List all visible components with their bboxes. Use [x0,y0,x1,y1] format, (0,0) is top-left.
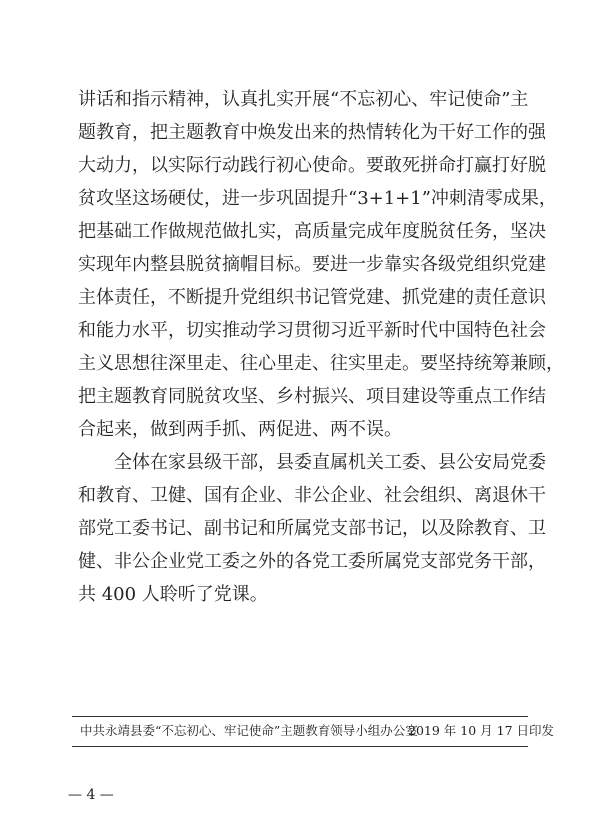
text-line: 题教育，把主题教育中焕发出来的热情转化为干好工作的强 [78,122,546,143]
text-line: 部党工委书记、副书记和所属党支部书记，以及除教育、卫 [78,518,546,539]
text-line: 讲话和指示精神，认真扎实开展“不忘初心、牢记使命”主 [78,89,529,110]
page-number: — 4 — [68,787,114,803]
text-line: 和能力水平，切实推动学习贯彻习近平新时代中国特色社会 [78,320,546,341]
text-line: 主义思想往深里走、往心里走、往实里走。要坚持统筹兼顾， [78,353,564,374]
text-line: 健、非公企业党工委之外的各党工委所属党支部党务干部， [78,551,546,572]
footer-date: 2019 年 10 月 17 日印发 [408,723,554,738]
text-line: 主体责任，不断提升党组织书记管党建、抓党建的责任意识 [78,287,546,308]
footer-issuer: 中共永靖县委“不忘初心、牢记使命”主题教育领导小组办公室 [80,723,418,738]
text-line: 把主题教育同脱贫攻坚、乡村振兴、项目建设等重点工作结 [78,386,546,407]
text-line: 和教育、卫健、国有企业、非公企业、社会组织、离退休干 [78,485,546,506]
paragraph-1 [78,83,564,446]
text-line: 共 400 人聆听了党课。 [78,584,268,605]
footer-top-rule [72,716,528,717]
text-line: 合起来，做到两手抓、两促进、两不误。 [78,419,402,440]
text-line: 把基础工作做规范做扎实，高质量完成年度脱贫任务，坚决 [78,221,546,242]
text-line: 贫攻坚这场硬仗，进一步巩固提升“3+1+1”冲刺清零成果， [78,188,557,209]
text-line: 大动力，以实际行动践行初心使命。要敢死拼命打赢打好脱 [78,155,546,176]
text-line: 实现年内整县脱贫摘帽目标。要进一步靠实各级党组织党建 [78,254,546,275]
footer-bottom-rule [72,746,528,747]
text-line: 全体在家县级干部，县委直属机关工委、县公安局党委 [114,452,546,473]
body-text [78,83,564,611]
paragraph-2 [78,446,546,611]
